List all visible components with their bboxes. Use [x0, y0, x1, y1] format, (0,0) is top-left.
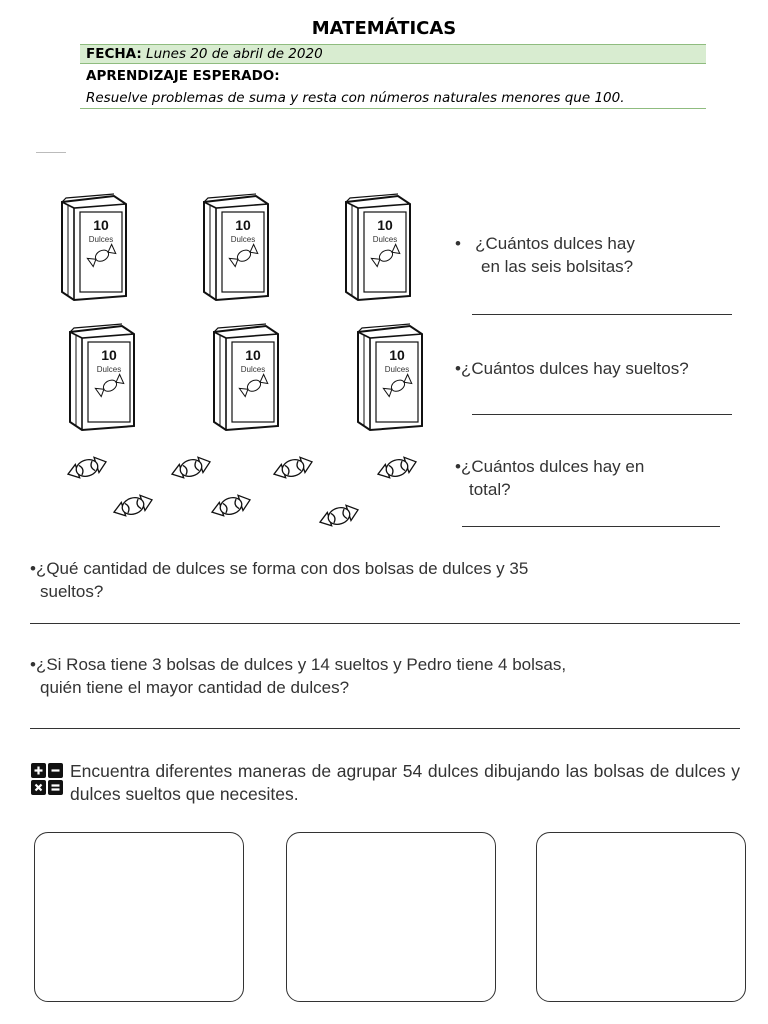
drawing-box-3[interactable]	[536, 832, 746, 1002]
question-5-line-2: quién tiene el mayor cantidad de dulces?	[40, 678, 350, 697]
answer-line-1[interactable]	[472, 314, 732, 315]
drawing-box-2[interactable]	[286, 832, 496, 1002]
instruction-text: Encuentra diferentes maneras de agrupar 54 dulces dibujando las bolsas de dulces y dulces sueltos que necesites.	[70, 761, 740, 804]
bag-number: 10	[235, 217, 251, 233]
candy-bag-icon	[198, 192, 272, 307]
bullet: •	[455, 359, 461, 378]
answer-line-2[interactable]	[472, 414, 732, 415]
aprendizaje-label-row	[80, 67, 706, 87]
bullet: •	[455, 457, 461, 476]
question-5	[30, 653, 566, 699]
bag-number: 10	[389, 347, 405, 363]
question-2	[455, 357, 689, 380]
fecha-row	[80, 44, 706, 64]
question-2-text: ¿Cuántos dulces hay sueltos?	[460, 359, 689, 378]
bag-word: Dulces	[88, 235, 114, 244]
answer-line-4[interactable]	[30, 623, 740, 624]
bullet: •	[30, 559, 36, 578]
bag-number: 10	[377, 217, 393, 233]
question-1-line-2: en las seis bolsitas?	[481, 257, 634, 276]
question-3	[455, 455, 644, 501]
bag-word: Dulces	[230, 235, 256, 244]
question-4-line-1: ¿Qué cantidad de dulces se forma con dos bolsas de dulces y 35	[35, 559, 529, 578]
drawing-box-1[interactable]	[34, 832, 244, 1002]
candy-bag-icon	[208, 322, 282, 437]
fecha-value: Lunes 20 de abril de 2020	[146, 46, 323, 62]
aprendizaje-label: APRENDIZAJE ESPERADO:	[86, 68, 280, 84]
bag-word: Dulces	[96, 365, 122, 374]
candy-icon	[166, 452, 216, 487]
aprendizaje-row	[80, 88, 706, 109]
bag-word: Dulces	[240, 365, 266, 374]
candy-bag-icon	[340, 192, 414, 307]
bag-word: Dulces	[372, 235, 398, 244]
bag-word: Dulces	[384, 365, 410, 374]
question-1	[455, 232, 635, 278]
question-3-line-1: ¿Cuántos dulces hay en	[460, 457, 645, 476]
question-4-line-2: sueltos?	[40, 582, 104, 601]
answer-line-5[interactable]	[30, 728, 740, 729]
answer-line-3[interactable]	[462, 526, 720, 527]
question-1-line-1: ¿Cuántos dulces hay	[475, 234, 635, 253]
aprendizaje-value: Resuelve problemas de suma y resta con números naturales menores que 100.	[86, 90, 625, 106]
candy-bag-icon	[64, 322, 138, 437]
decorative-dash	[36, 152, 66, 153]
math-operations-icon	[30, 762, 64, 796]
candy-icon	[268, 452, 318, 487]
question-3-line-2: total?	[469, 480, 511, 499]
question-5-line-1: ¿Si Rosa tiene 3 bolsas de dulces y 14 sueltos y Pedro tiene 4 bolsas,	[35, 655, 567, 674]
page-title: MATEMÁTICAS	[311, 18, 457, 39]
fecha-label: FECHA:	[86, 46, 142, 62]
bag-number: 10	[93, 217, 109, 233]
question-4	[30, 557, 528, 603]
candy-icon	[108, 490, 158, 525]
bullet: •	[455, 234, 461, 253]
candy-icon	[62, 452, 112, 487]
candy-icon	[314, 500, 364, 535]
candy-icon	[206, 490, 256, 525]
candy-bag-icon	[56, 192, 130, 307]
bag-number: 10	[101, 347, 117, 363]
bag-number: 10	[245, 347, 261, 363]
candy-bag-icon	[352, 322, 426, 437]
bullet: •	[30, 655, 36, 674]
candy-icon	[372, 452, 422, 487]
